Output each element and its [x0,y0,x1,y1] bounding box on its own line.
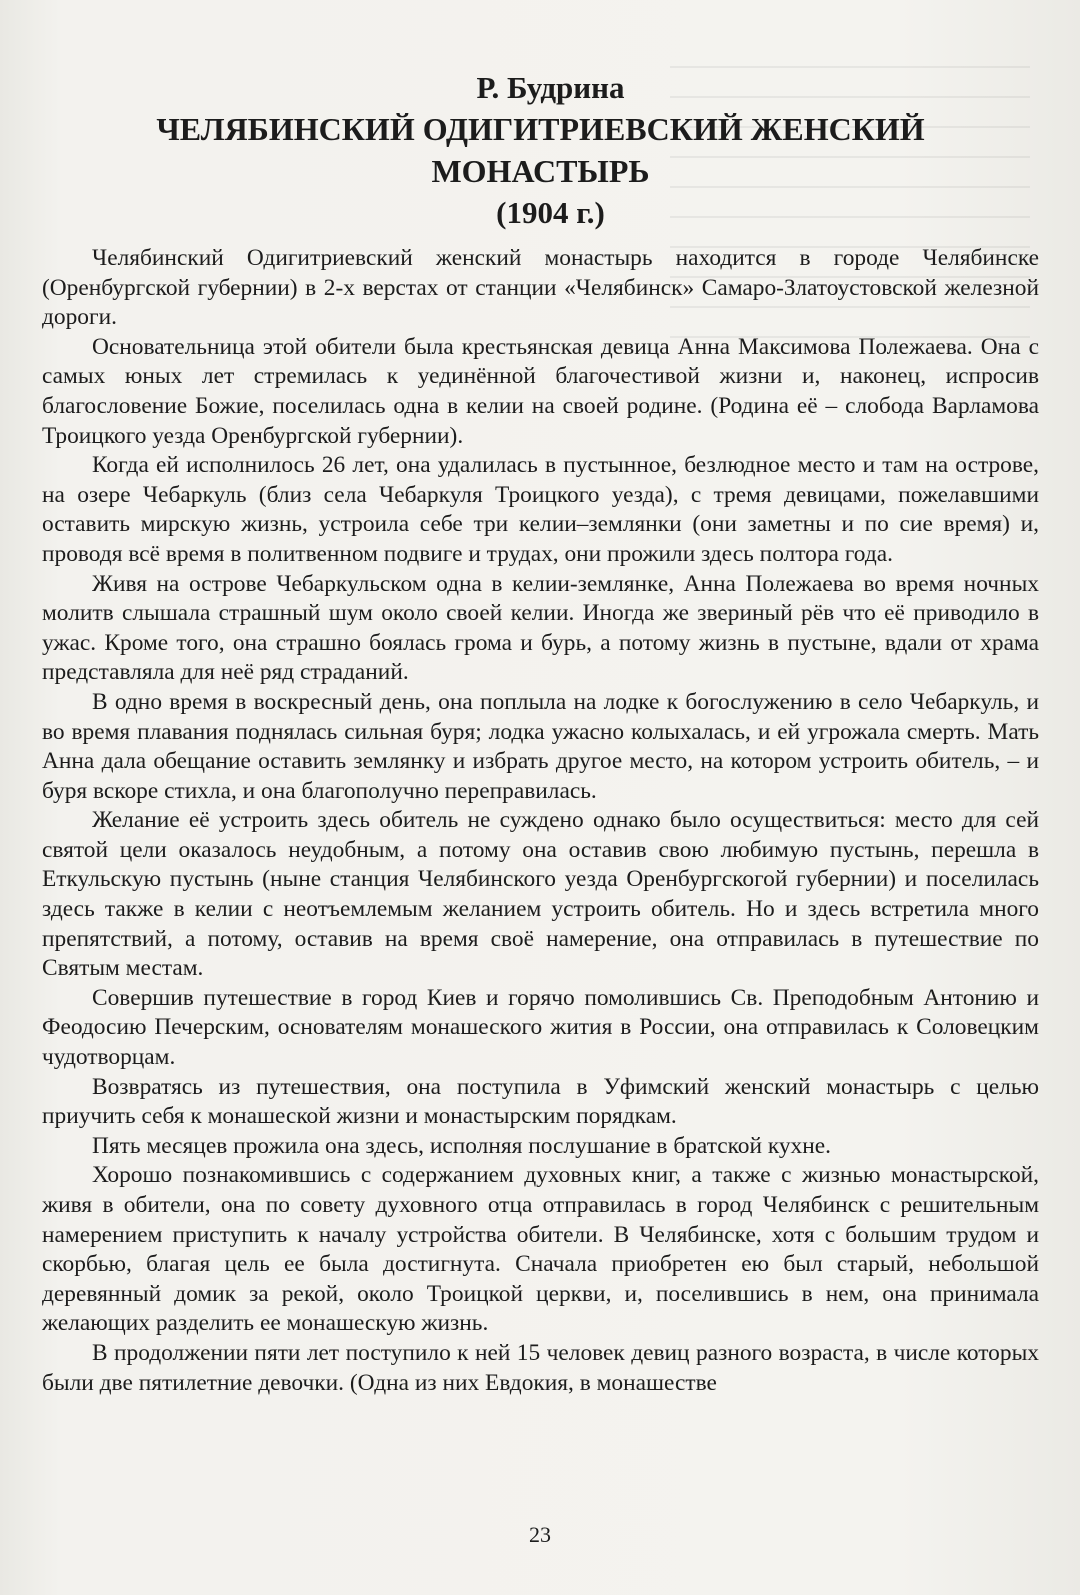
paragraph: Возвратясь из путешествия, она поступила в Уфимский женский монастырь с целью приучить себя к монашеской жизни и монастырским порядкам. [42,1073,1039,1130]
paragraph: Желание её устроить здесь обитель не суждено однако было осуществиться: место для сей святой цели оказалось неудобным, а потому она оставив свою любимую пустынь, перешла в Еткульскую пустынь (ныне станция Челябинского уезда Оренбургскогой губернии) и поселилась здесь также в келии с неотъемлемым желанием устроить обитель. Но и здесь встретила много препятствий, а потому, оставив на время своё намерение, она отправилась в путешествие по Святым местам. [42,807,1039,982]
paragraph: Совершив путешествие в город Киев и горячо помолившись Св. Преподобным Антонию и Феодосию Печерским, основателям монашеского жития в России, она отправилась к Соловецким чудотворцам. [42,984,1039,1071]
paragraph: Основательница этой обители была крестьянская девица Анна Максимова Полежаева. Она с самых юных лет стремилась к уединённой благочестивой жизни и, наконец, испросив благословение Божие, поселилась одна в келии на своей родине. (Родина её – слобода Варламова Троицкого уезда Оренбургской губернии). [42,333,1039,449]
text-column [42,68,1039,1398]
author-name: Р. Будрина [476,70,625,105]
paragraph: Живя на острове Чебаркульском одна в келии-землянке, Анна Полежаева во время ночных молитв слышала страшный шум около своей келии. Иногда же звериный рёв что её приводило в ужас. Кроме того, она страшно боялась грома и бурь, а потому жизнь в пустыне, вдали от храма представляла для неё ряд страданий. [42,570,1039,686]
paragraph: Челябинский Одигитриевский женский монастырь находится в городе Челябинске (Оренбургской губернии) в 2-х верстах от станции «Челябинск» Самаро-Златоустовской железной дороги. [42,245,1039,331]
paragraph: В одно время в воскресный день, она поплыла на лодке к богослужению в село Чебаркуль, и во время плавания поднялась сильная буря; лодка ужасно колыхалась, и ей угрожала смерть. Мать Анна дала обещание оставить землянку и избрать другое место, на котором устроить обитель, – и буря вскоре стихла, и она благополучно переправилась. [42,688,1039,804]
paragraph: В продолжении пяти лет поступило к ней 15 человек девиц разного возраста, в числе которых были две пятилетние девочки. (Одна из них Евдокия, в монашестве [42,1339,1039,1396]
page-number: 23 [529,1522,551,1547]
paragraph: Когда ей исполнилось 26 лет, она удалилась в пустынное, безлюдное место и там на острове, на озере Чебаркуль (близ села Чебаркуля Троицкого уезда), с тремя девицами, пожелавшими оставить мирскую жизнь, устроила себе три келии–землянки (они заметны и по сие время) и, проводя всё время в политвенном подвиге и трудах, они прожили здесь полтора года. [42,452,1039,567]
paragraph: Пять месяцев прожила она здесь, исполняя послушание в братской кухне. [92,1132,831,1159]
paragraph: Хорошо познакомившись с содержанием духовных книг, а также с жизнью монастырской, живя в обители, она по совету духовного отца отправилась в город Челябинск с решительным намерением приступить к началу устройства обители. В Челябинске, хотя с большим трудом и скорбью, благая цель ее была достигнута. Сначала приобретен ею был старый, небольшой деревянный домик за рекой, около Троицкой церкви, и, поселившись в нем, она принимала желающих разделить ее монашескую жизнь. [42,1162,1039,1337]
article-title: ЧЕЛЯБИНСКИЙ ОДИГИТРИЕВСКИЙ ЖЕНСКИЙ МОНАСТЫРЬ [156,111,925,189]
article-year: (1904 г.) [496,195,605,230]
